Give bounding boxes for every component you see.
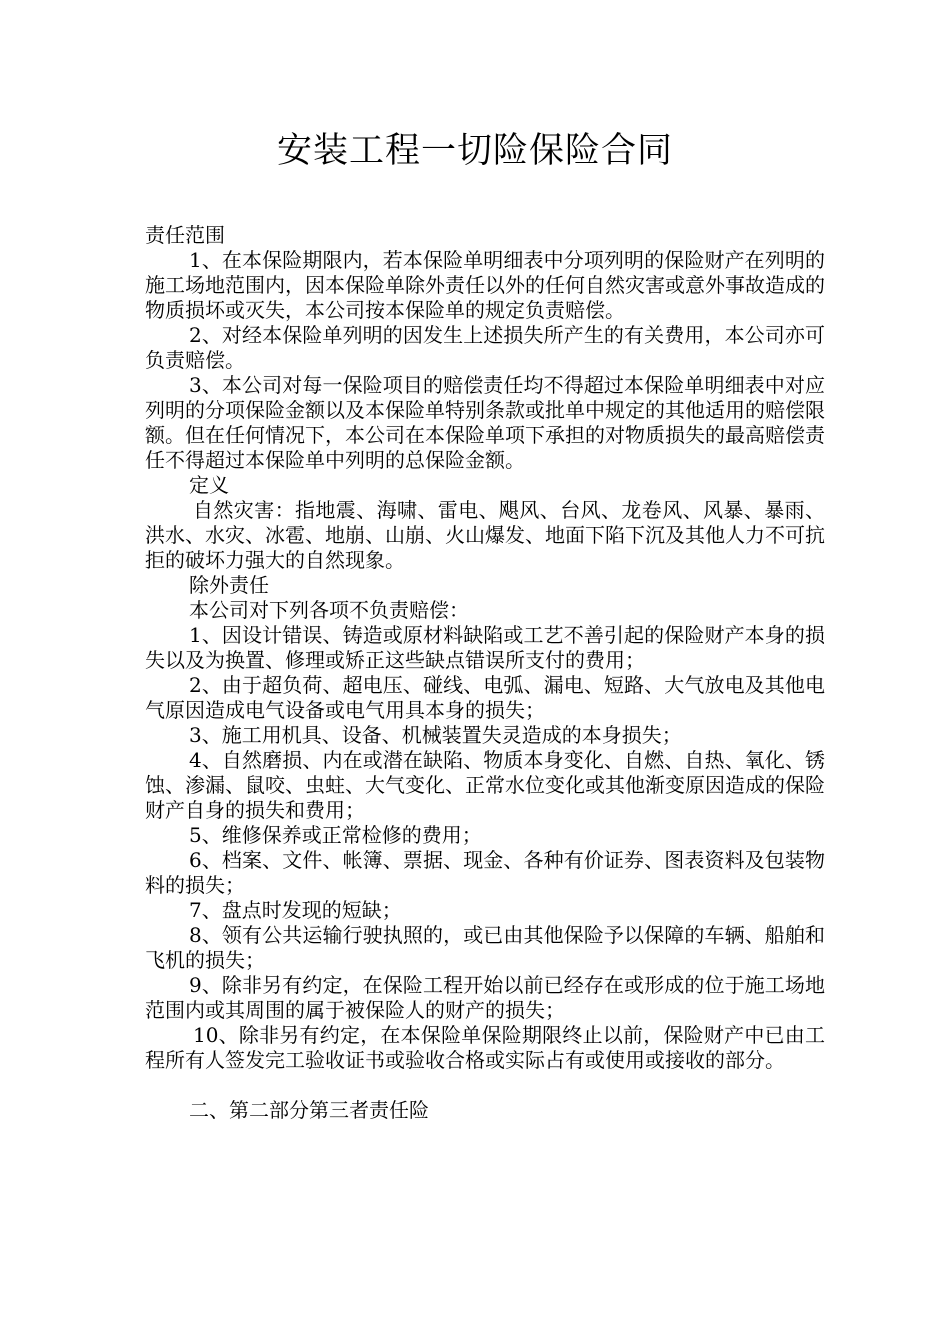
exclusion-item: 10、除非另有约定，在本保险单保险期限终止以前，保险财产中已由工程所有人签发完工验收证书或验收合格或实际占有或使用或接收的部分。 [145,1023,825,1072]
document-title: 安装工程一切险保险合同 [276,131,673,171]
responsibility-item: 2、对经本保险单列明的因发生上述损失所产生的有关费用，本公司亦可负责赔偿。 [145,323,825,372]
exclusions-intro: 本公司对下列各项不负责赔偿： [189,598,469,622]
section-heading-exclusions: 除外责任 [189,573,269,597]
responsibility-item: 1、在本保险期限内，若本保险单明细表中分项列明的保险财产在列明的施工场地范围内，因本保险单除外责任以外的任何自然灾害或意外事故造成的物质损坏或灭失，本公司按本保险单的规定负责赔偿。 [145,248,825,322]
exclusion-item: 3、施工用机具、设备、机械装置失灵造成的本身损失； [189,723,682,747]
exclusion-item: 9、除非另有约定，在保险工程开始以前已经存在或形成的位于施工场地范围内或其周围的属于被保险人的财产的损失； [145,973,825,1022]
part-two-heading: 二、第二部分第三者责任险 [189,1098,429,1122]
responsibility-item: 3、本公司对每一保险项目的赔偿责任均不得超过本保险单明细表中对应列明的分项保险金额以及本保险单特别条款或批单中规定的其他适用的赔偿限额。但在任何情况下，本公司在本保险单项下承担的对物质损失的最高赔偿责任不得超过本保险单中列明的总保险金额。 [145,373,825,472]
document-body [145,223,825,1123]
exclusion-item: 6、档案、文件、帐簿、票据、现金、各种有价证券、图表资料及包装物料的损失； [145,848,825,897]
section-heading-responsibility: 责任范围 [145,223,225,247]
exclusion-item: 5、维修保养或正常检修的费用； [189,823,482,847]
definition-text: 自然灾害：指地震、海啸、雷电、飓风、台风、龙卷风、风暴、暴雨、洪水、水灾、冰雹、地崩、山崩、火山爆发、地面下陷下沉及其他人力不可抗拒的破坏力强大的自然现象。 [145,498,825,572]
exclusion-item: 2、由于超负荷、超电压、碰线、电弧、漏电、短路、大气放电及其他电气原因造成电气设备或电气用具本身的损失； [145,673,825,722]
exclusion-item: 1、因设计错误、铸造或原材料缺陷或工艺不善引起的保险财产本身的损失以及为换置、修理或矫正这些缺点错误所支付的费用； [145,623,825,672]
section-heading-definition: 定义 [189,473,229,497]
paragraph-spacer [145,1073,825,1098]
exclusion-item: 4、自然磨损、内在或潜在缺陷、物质本身变化、自燃、自热、氧化、锈蚀、渗漏、鼠咬、虫蛀、大气变化、正常水位变化或其他渐变原因造成的保险财产自身的损失和费用； [145,748,825,822]
exclusion-item: 8、领有公共运输行驶执照的，或已由其他保险予以保障的车辆、船舶和飞机的损失； [145,923,825,972]
exclusion-item: 7、盘点时发现的短缺； [189,898,402,922]
